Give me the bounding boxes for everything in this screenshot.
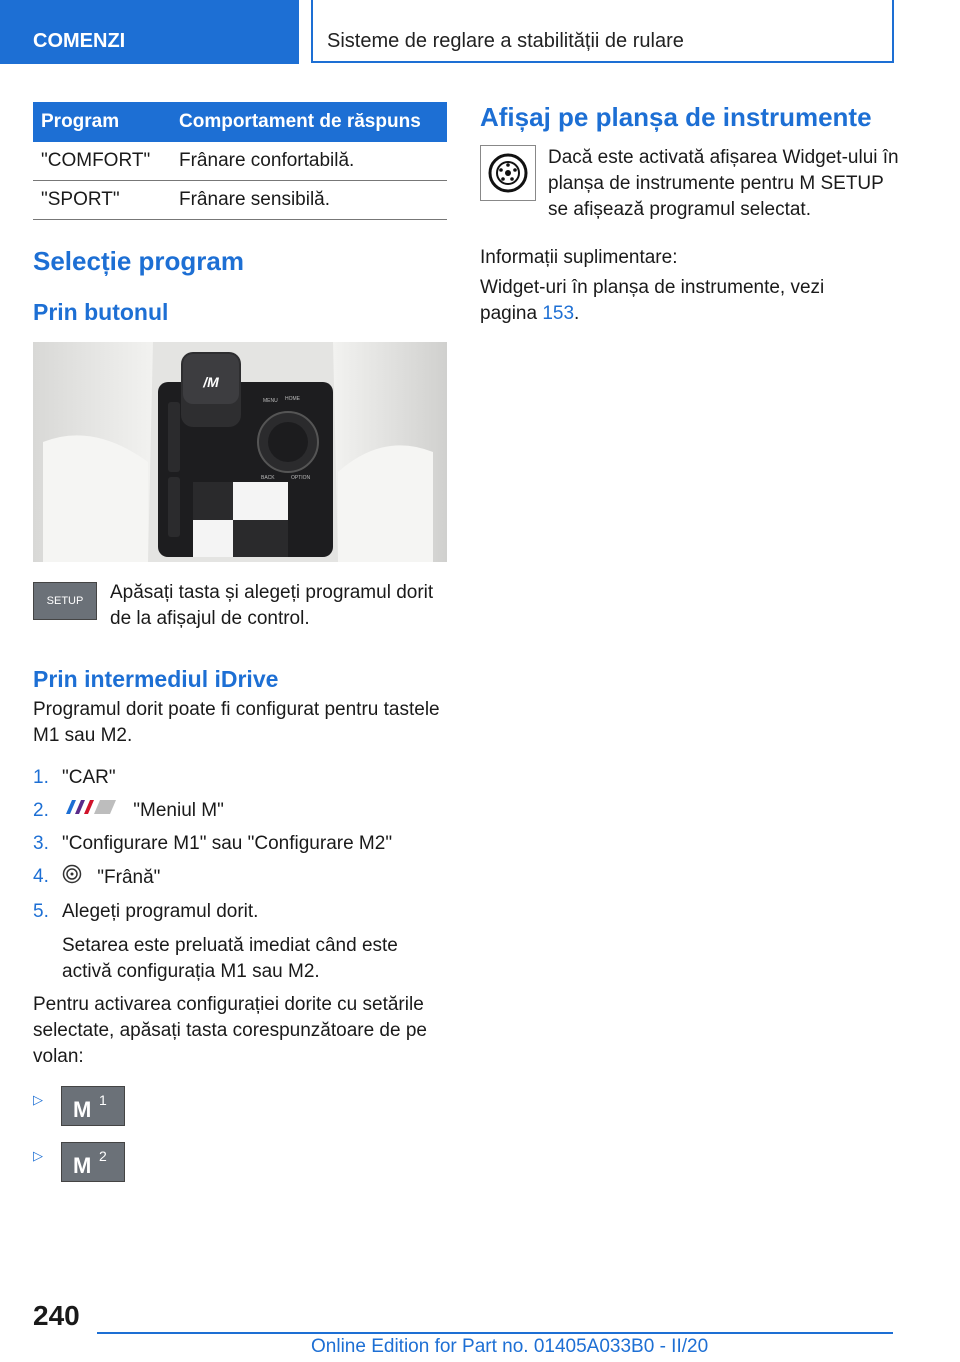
table-header-program: Program — [33, 102, 171, 142]
chapter-header — [311, 0, 894, 63]
svg-text:M: M — [73, 1097, 92, 1122]
svg-text:1: 1 — [99, 1092, 107, 1109]
setup-key-icon: SETUP — [33, 582, 97, 620]
center-console-photo — [33, 342, 447, 562]
table-cell-response: Frânare confortabilă. — [171, 142, 447, 181]
more-info-label: Informații suplimentare: — [480, 247, 678, 268]
svg-text:M: M — [73, 1153, 92, 1178]
idrive-subheading: Prin intermediul iDrive — [33, 666, 279, 692]
svg-text:MENU: MENU — [263, 398, 278, 404]
button-subheading: Prin butonul — [33, 299, 169, 325]
setup-text: Apăsați tasta și alegeți programul dorit de la afișajul de control. — [110, 582, 434, 629]
more-info-text: Widget-uri în planșa de instrumente, vezi pagina 153. — [480, 277, 825, 324]
step-text: "CAR" — [62, 767, 116, 788]
display-info-block — [480, 145, 900, 223]
page-number: 240 — [33, 1300, 80, 1331]
step-number: 1. — [33, 767, 49, 788]
step-number: 3. — [33, 833, 49, 855]
footer-divider — [97, 1332, 893, 1334]
svg-text:2: 2 — [99, 1148, 107, 1165]
selection-heading: Selecție program — [33, 246, 244, 276]
right-column — [480, 102, 900, 327]
list-item — [33, 1142, 447, 1182]
table-row — [33, 181, 447, 220]
svg-text:OPTION: OPTION — [291, 475, 311, 481]
svg-text:HOME: HOME — [285, 396, 300, 402]
display-text: Dacă este activată afișarea Widget-ului în planșa de instrumente pentru M SETUP se afișează programul selectat. — [548, 147, 899, 220]
display-heading: Afișaj pe planșa de instrumente — [480, 102, 872, 132]
m2-key-icon — [61, 1142, 125, 1182]
table-cell-program: "SPORT" — [33, 181, 171, 220]
step-text: "Configurare M1" sau "Configurare M2" — [62, 833, 393, 855]
activation-text: Pentru activarea configurației dorite cu setările selectate, apăsați tasta corespunzătoare de pe volan: — [33, 994, 427, 1068]
list-item — [33, 864, 447, 892]
table-cell-response: Frânare sensibilă. — [171, 181, 447, 220]
center-console-illustration — [33, 342, 447, 562]
table-header-response: Comportament de răspuns — [171, 102, 447, 142]
step-note: Setarea este preluată imediat când este activă configurația M1 sau M2. — [62, 935, 398, 983]
chapter-title: Sisteme de reglare a stabilității de rulare — [327, 30, 684, 52]
step-list — [33, 765, 447, 985]
list-item — [33, 1086, 447, 1126]
table-row — [33, 142, 447, 181]
m-logo-icon — [62, 798, 118, 824]
svg-text:BACK: BACK — [261, 475, 275, 481]
step-text: "Meniul M" — [133, 800, 224, 822]
brake-widget-icon — [480, 145, 536, 201]
list-item — [33, 831, 447, 857]
section-title: COMENZI — [33, 30, 126, 52]
step-number: 2. — [33, 800, 49, 821]
triangle-bullet-icon: ▷ — [33, 1092, 43, 1108]
list-item — [33, 798, 447, 824]
list-item — [33, 899, 447, 985]
setup-instruction — [33, 580, 447, 632]
m-keys-list — [33, 1086, 447, 1182]
step-text: Alegeți programul dorit. — [62, 901, 259, 923]
idrive-intro: Programul dorit poate fi configurat pentru tastele M1 sau M2. — [33, 699, 440, 746]
step-text: "Frână" — [97, 867, 161, 889]
edition-text: Online Edition for Part no. 01405A033B0 - II/20 — [311, 1336, 709, 1357]
triangle-bullet-icon: ▷ — [33, 1148, 43, 1164]
program-table — [33, 102, 447, 220]
page-link[interactable]: 153 — [542, 303, 575, 324]
step-number: 5. — [33, 901, 49, 923]
section-tab — [0, 0, 299, 64]
brake-icon — [62, 864, 82, 892]
step-number: 4. — [33, 866, 49, 888]
table-header-row — [33, 102, 447, 142]
left-column — [33, 102, 447, 1198]
svg-text:/M: /M — [203, 374, 219, 390]
list-item — [33, 765, 447, 791]
table-cell-program: "COMFORT" — [33, 142, 171, 181]
m1-key-icon — [61, 1086, 125, 1126]
